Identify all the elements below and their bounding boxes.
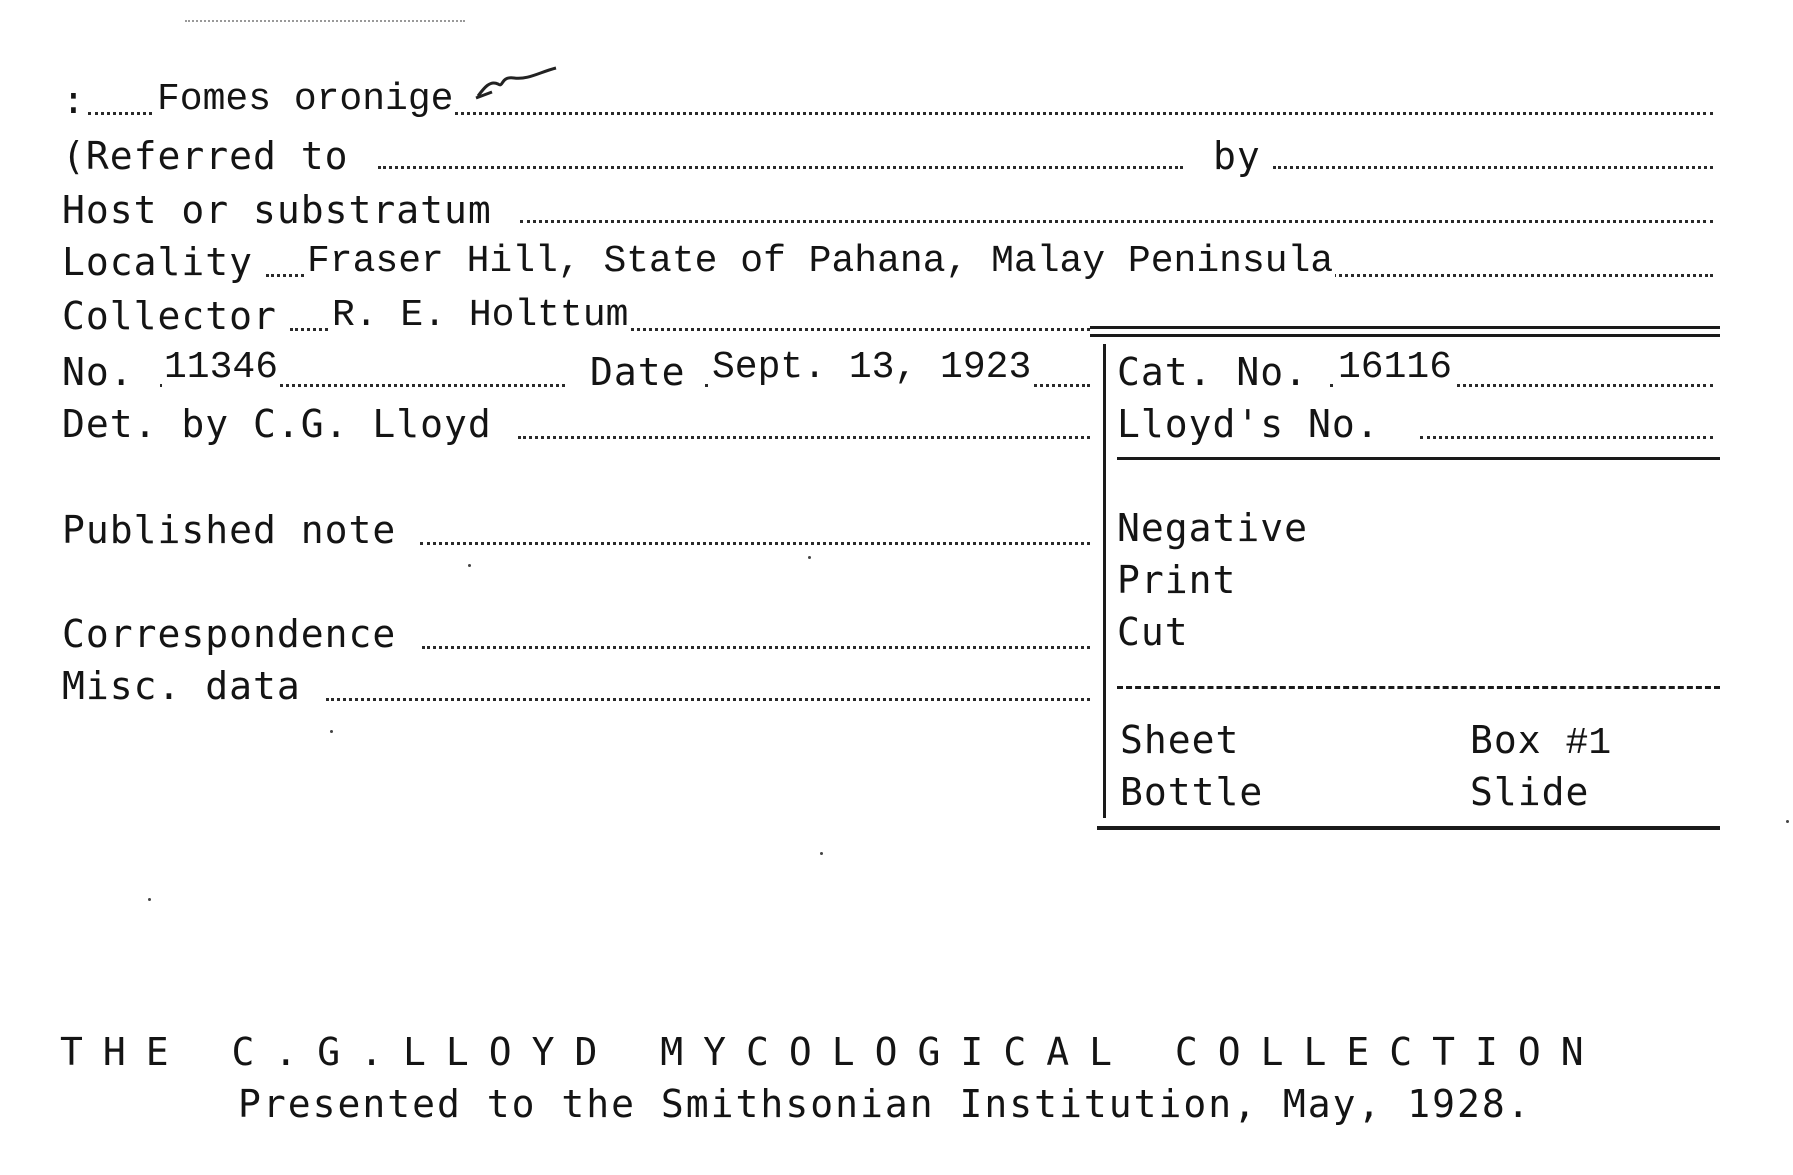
collector-label: Collector xyxy=(62,294,277,338)
speck xyxy=(820,852,823,855)
locality-value: Fraser Hill, State of Pahana, Malay Peninsula xyxy=(307,240,1334,283)
referred-by-label: by xyxy=(1213,134,1261,178)
referred-to-label: (Referred to xyxy=(62,134,349,178)
bottle-label: Bottle xyxy=(1120,770,1264,814)
box-mid-rule xyxy=(1117,457,1720,460)
date-value: Sept. 13, 1923 xyxy=(712,346,1032,389)
host-label: Host or substratum xyxy=(62,188,492,232)
type-faint-line xyxy=(185,20,465,22)
box-number xyxy=(1470,718,1611,766)
box-number-value: #1 xyxy=(1565,722,1612,765)
cat-no-value: 16116 xyxy=(1338,346,1453,389)
referred-by-line xyxy=(1273,166,1713,169)
referred-to-line xyxy=(378,166,1183,169)
host-line xyxy=(520,220,1713,223)
misc-data-line xyxy=(326,698,1090,701)
locality-label: Locality xyxy=(62,240,254,284)
collector-value: R. E. Holttum xyxy=(332,294,629,337)
species-name: Fomes oronige xyxy=(157,78,454,121)
collection-subtitle: Presented to the Smithsonian Institution, May, 1928. xyxy=(238,1082,1532,1126)
speck xyxy=(468,564,471,567)
box-bottom-rule xyxy=(1097,826,1720,830)
date-label: Date xyxy=(590,350,686,394)
box-top-rule-2 xyxy=(1090,334,1720,337)
box-dashed-rule xyxy=(1117,686,1720,689)
speck xyxy=(808,556,811,559)
speck xyxy=(148,898,151,901)
handwritten-correction-mark xyxy=(470,58,560,106)
print-label: Print xyxy=(1117,558,1237,602)
det-by-label: Det. by C.G. Lloyd xyxy=(62,402,492,446)
name-prefix: : xyxy=(62,78,86,122)
specimen-number: 11346 xyxy=(164,346,279,389)
lloyds-no-line xyxy=(1420,436,1713,439)
collection-title: THE C.G.LLOYD MYCOLOGICAL COLLECTION xyxy=(60,1030,1604,1074)
cat-no-label: Cat. No. xyxy=(1117,350,1309,394)
sheet-label: Sheet xyxy=(1120,718,1240,762)
speck xyxy=(1786,820,1789,823)
box-label: Box xyxy=(1470,718,1542,762)
correspondence-label: Correspondence xyxy=(62,612,397,656)
published-note-label: Published note xyxy=(62,508,397,552)
lloyds-no-label: Lloyd's No. xyxy=(1117,402,1380,446)
slide-label: Slide xyxy=(1470,770,1590,814)
det-by-line xyxy=(518,436,1090,439)
box-left-rule xyxy=(1103,344,1106,818)
misc-data-label: Misc. data xyxy=(62,664,301,708)
cut-label: Cut xyxy=(1117,610,1189,654)
negative-label: Negative xyxy=(1117,506,1309,550)
no-label: No. xyxy=(62,350,134,394)
box-top-rule-1 xyxy=(1090,326,1720,329)
published-note-line xyxy=(420,542,1090,545)
correspondence-line xyxy=(422,646,1090,649)
speck xyxy=(330,730,333,733)
